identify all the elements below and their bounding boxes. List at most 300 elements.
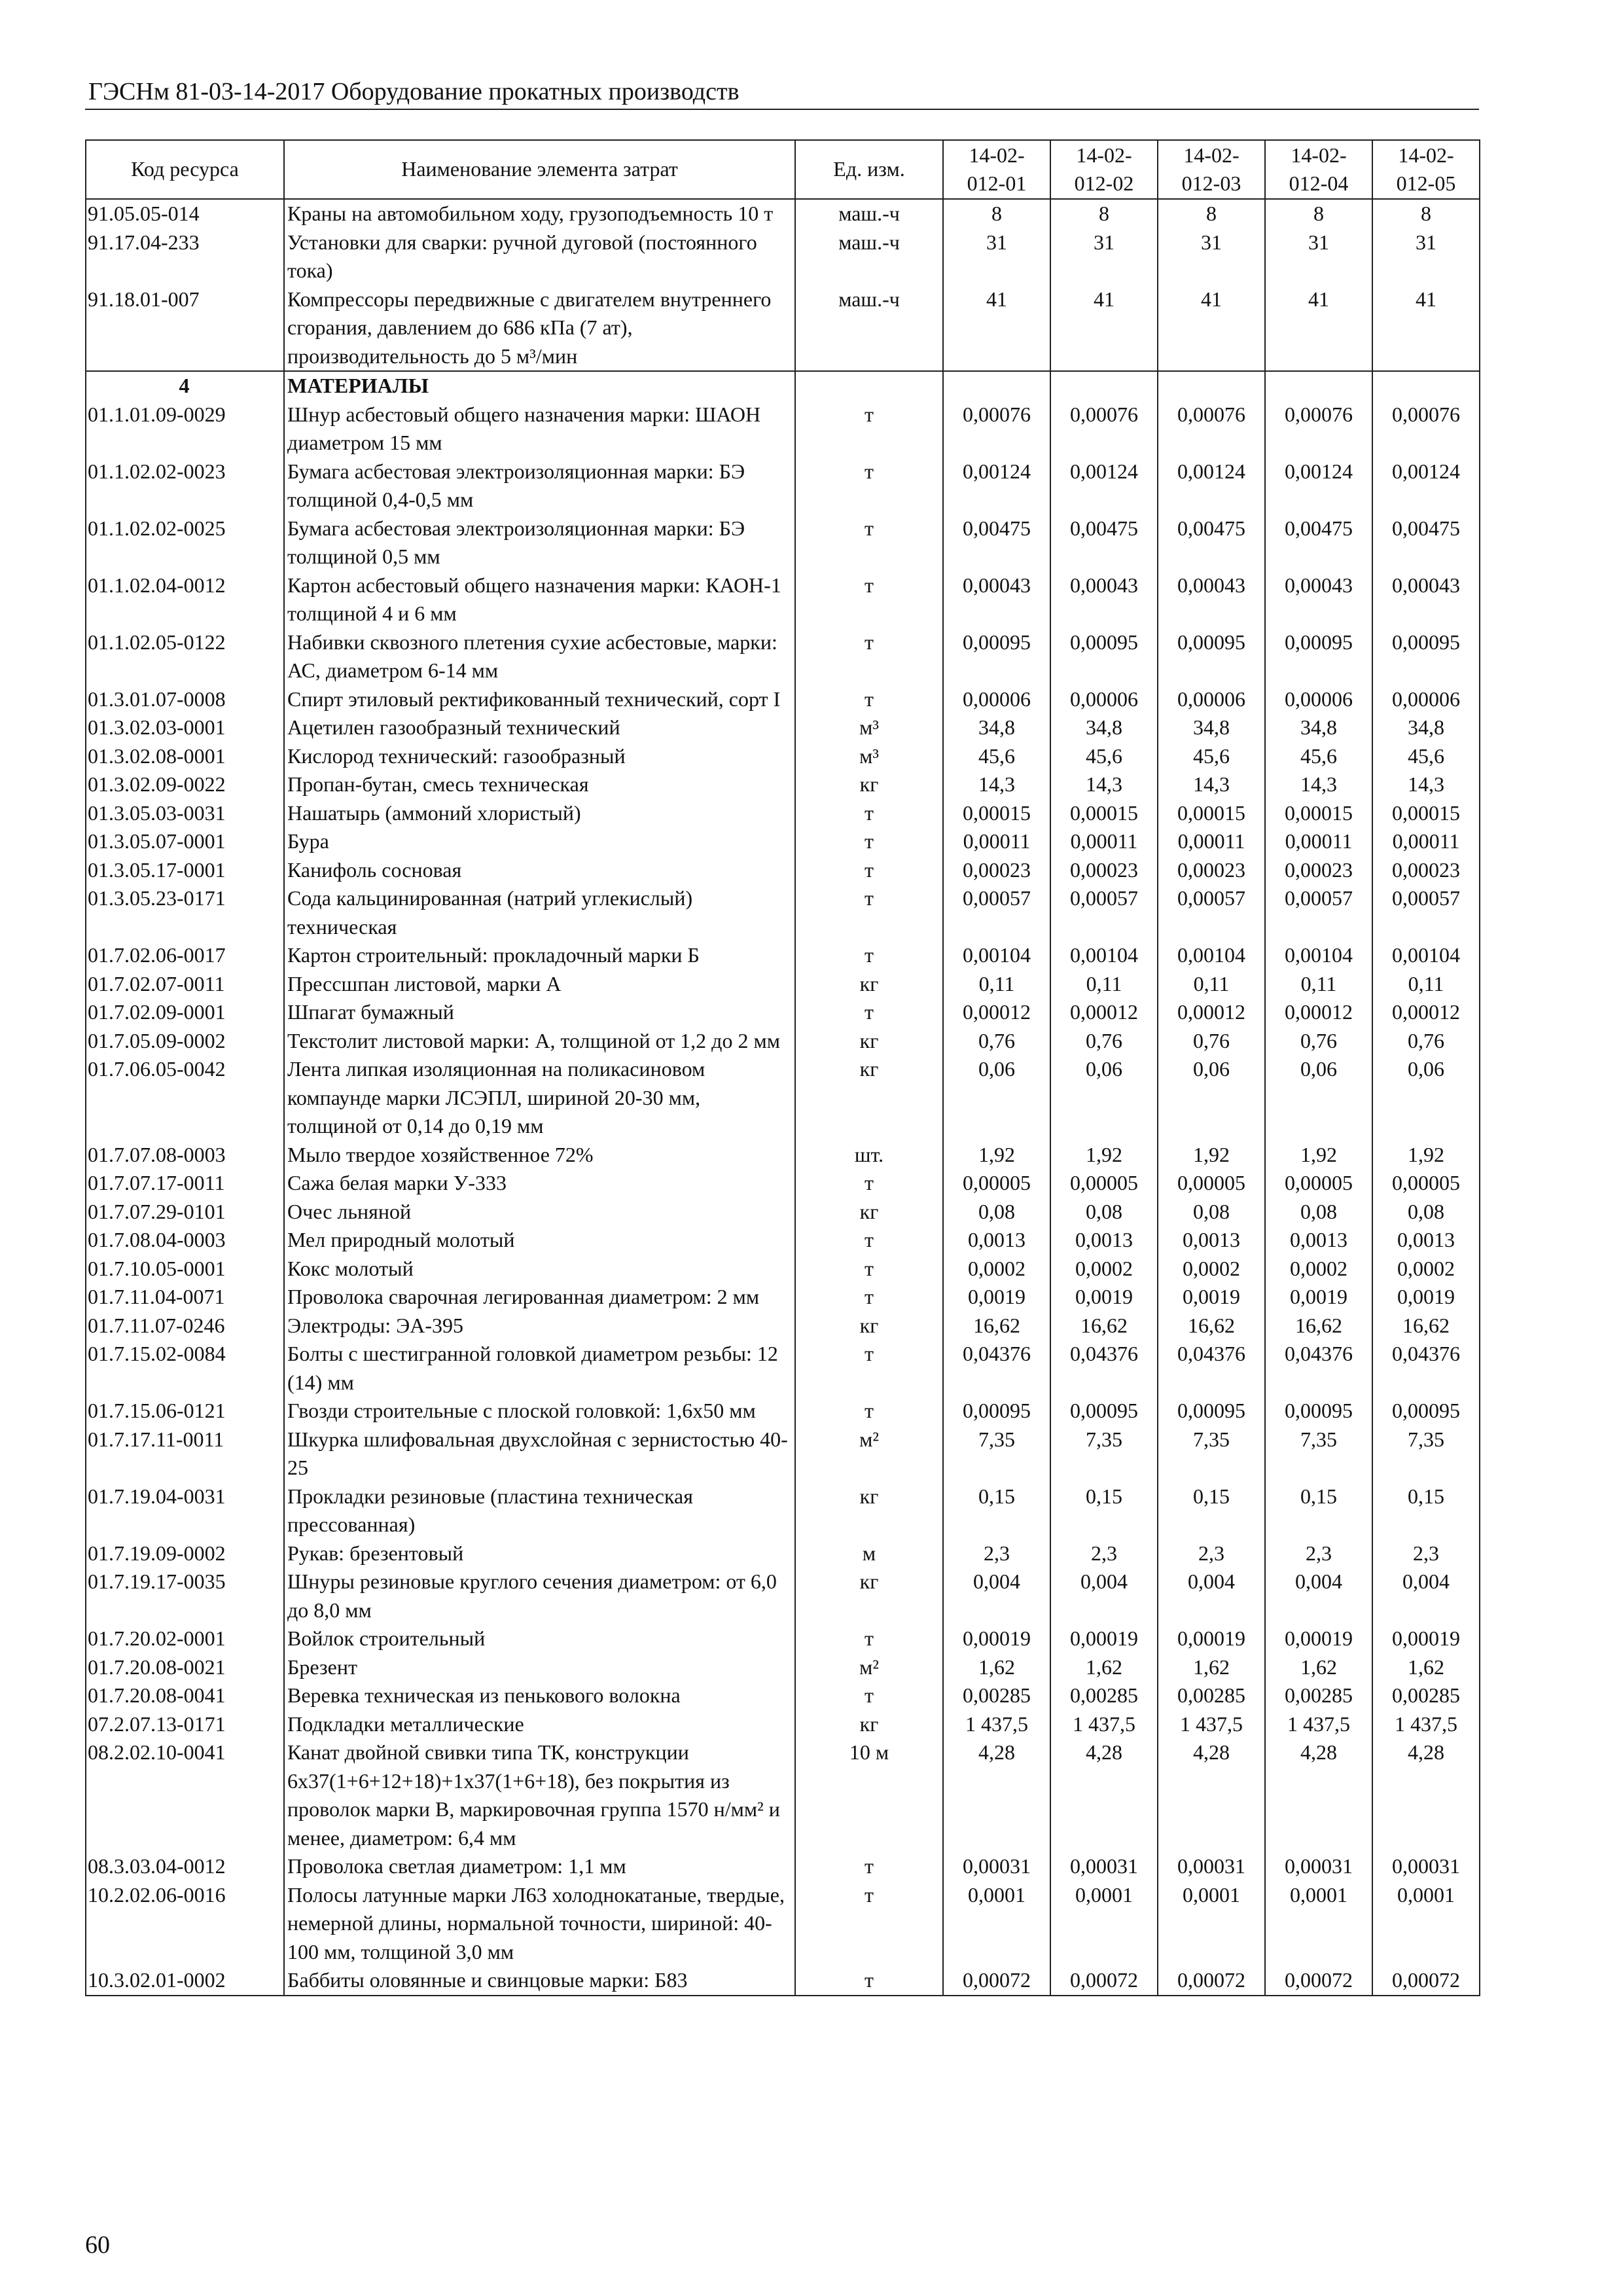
norm-value: 0,06: [1158, 1055, 1265, 1141]
resource-unit: т: [795, 685, 943, 714]
norm-value: 0,00023: [1158, 856, 1265, 885]
resource-unit: маш.-ч: [795, 199, 943, 228]
norm-value: 0,00076: [1050, 401, 1158, 457]
resource-name: Шнур асбестовый общего назначения марки: ШАОН диаметром 15 мм: [284, 401, 795, 457]
resource-unit: м²: [795, 1426, 943, 1482]
resource-code: 01.7.20.08-0021: [86, 1653, 284, 1682]
norm-value: 0,004: [1265, 1568, 1372, 1624]
norm-value: 0,15: [1050, 1482, 1158, 1539]
norm-value: 0,0001: [1050, 1881, 1158, 1967]
norm-value: 0,0013: [1372, 1226, 1480, 1255]
table-row: [86, 1169, 1480, 1198]
resource-name: Картон строительный: прокладочный марки Б: [284, 941, 795, 970]
norm-value: 0,00057: [943, 884, 1050, 941]
norm-value: 0,00475: [1050, 514, 1158, 571]
resource-code: 01.1.02.02-0023: [86, 457, 284, 514]
resource-name: Подкладки металлические: [284, 1710, 795, 1739]
resource-name: Краны на автомобильном ходу, грузоподъемность 10 т: [284, 199, 795, 228]
norm-value: 31: [1372, 228, 1480, 285]
resource-name: Шнуры резиновые круглого сечения диаметром: от 6,0 до 8,0 мм: [284, 1568, 795, 1624]
resource-code: 01.3.05.17-0001: [86, 856, 284, 885]
norm-value: 0,0013: [1050, 1226, 1158, 1255]
resource-unit: м: [795, 1539, 943, 1568]
norm-value: 1,62: [1265, 1653, 1372, 1682]
norm-value: 0,76: [1265, 1027, 1372, 1056]
norm-value: 0,0001: [1372, 1881, 1480, 1967]
norm-value: [1265, 371, 1372, 401]
resource-name: Проволока сварочная легированная диаметром: 2 мм: [284, 1283, 795, 1312]
resource-code: 01.3.02.09-0022: [86, 770, 284, 799]
norm-value: 0,0002: [943, 1255, 1050, 1283]
resource-unit: т: [795, 884, 943, 941]
table-row: [86, 713, 1480, 742]
norm-value: 0,0002: [1158, 1255, 1265, 1283]
norm-value: 1 437,5: [1050, 1710, 1158, 1739]
table-header-row: [86, 140, 1480, 199]
norm-value: 8: [1265, 199, 1372, 228]
resource-unit: т: [795, 1852, 943, 1881]
resource-name: Шкурка шлифовальная двухслойная с зернистостью 40-25: [284, 1426, 795, 1482]
resource-unit: кг: [795, 1198, 943, 1227]
table-row: [86, 770, 1480, 799]
norm-value: 0,0001: [1158, 1881, 1265, 1967]
norm-value: 34,8: [943, 713, 1050, 742]
resource-unit: т: [795, 799, 943, 828]
norm-value: 0,06: [1372, 1055, 1480, 1141]
resource-unit: кг: [795, 770, 943, 799]
table-row: [86, 827, 1480, 856]
norm-value: 0,00011: [1265, 827, 1372, 856]
norm-value: 0,00285: [1050, 1681, 1158, 1710]
resource-unit: т: [795, 941, 943, 970]
resource-unit: т: [795, 827, 943, 856]
resource-name: Мыло твердое хозяйственное 72%: [284, 1141, 795, 1170]
norm-value: 7,35: [943, 1426, 1050, 1482]
resource-name: Рукав: брезентовый: [284, 1539, 795, 1568]
resource-code: 07.2.07.13-0171: [86, 1710, 284, 1739]
resource-code: 01.3.05.07-0001: [86, 827, 284, 856]
norm-value: 0,0013: [1158, 1226, 1265, 1255]
norm-value: 0,0019: [1050, 1283, 1158, 1312]
resource-unit: кг: [795, 1482, 943, 1539]
norm-value: 0,00072: [1372, 1966, 1480, 1996]
resource-name: Компрессоры передвижные с двигателем внутреннего сгорания, давлением до 686 кПа (7 ат), производительность до 5 м³/мин: [284, 285, 795, 372]
resource-code: 01.7.05.09-0002: [86, 1027, 284, 1056]
norm-value: 0,00006: [1372, 685, 1480, 714]
norm-value: [1050, 371, 1158, 401]
norm-value: 2,3: [1265, 1539, 1372, 1568]
norm-value: 8: [943, 199, 1050, 228]
norm-value: 0,00031: [1050, 1852, 1158, 1881]
resource-code: 01.7.10.05-0001: [86, 1255, 284, 1283]
resource-name: Мел природный молотый: [284, 1226, 795, 1255]
norm-value: 0,00285: [1372, 1681, 1480, 1710]
norm-value: 0,11: [1372, 970, 1480, 999]
resource-code: 01.7.02.07-0011: [86, 970, 284, 999]
norm-value: 0,004: [1372, 1568, 1480, 1624]
norm-value: 1,62: [1050, 1653, 1158, 1682]
norm-value: 2,3: [1158, 1539, 1265, 1568]
table-row: [86, 1027, 1480, 1056]
norm-value: 0,0002: [1372, 1255, 1480, 1283]
resource-unit: т: [795, 571, 943, 628]
table-row: [86, 1255, 1480, 1283]
norm-value: 0,0013: [943, 1226, 1050, 1255]
norm-value: 0,00104: [1050, 941, 1158, 970]
resource-unit: кг: [795, 1568, 943, 1624]
table-row: [86, 1881, 1480, 1967]
resource-code: 01.1.02.05-0122: [86, 628, 284, 685]
norm-value: 0,00043: [1372, 571, 1480, 628]
norm-value: 14,3: [1050, 770, 1158, 799]
norm-value: 0,00043: [1265, 571, 1372, 628]
norm-value: 0,00006: [1050, 685, 1158, 714]
norm-value: [943, 371, 1050, 401]
resource-name: Баббиты оловянные и свинцовые марки: Б83: [284, 1966, 795, 1996]
norm-value: 0,00015: [943, 799, 1050, 828]
resource-unit: кг: [795, 1027, 943, 1056]
norm-value: 7,35: [1265, 1426, 1372, 1482]
resource-code: 01.1.02.02-0025: [86, 514, 284, 571]
norm-value: 0,00019: [1050, 1624, 1158, 1653]
resource-unit: т: [795, 1397, 943, 1426]
norm-value: 1,92: [1265, 1141, 1372, 1170]
norm-value: 14,3: [943, 770, 1050, 799]
norm-value: 0,00031: [943, 1852, 1050, 1881]
norm-value: 0,00015: [1050, 799, 1158, 828]
resource-name: Болты с шестигранной головкой диаметром резьбы: 12 (14) мм: [284, 1340, 795, 1397]
norm-value: 0,04376: [943, 1340, 1050, 1397]
norm-value: 0,76: [1158, 1027, 1265, 1056]
table-row: [86, 1055, 1480, 1141]
norm-value: 0,00006: [1158, 685, 1265, 714]
norm-value: 0,76: [1372, 1027, 1480, 1056]
table-row: [86, 799, 1480, 828]
table-row: [86, 514, 1480, 571]
resource-code: 01.3.05.03-0031: [86, 799, 284, 828]
resource-code: 08.2.02.10-0041: [86, 1738, 284, 1852]
resource-code: 01.7.07.08-0003: [86, 1141, 284, 1170]
norm-value: 16,62: [1050, 1312, 1158, 1340]
norm-value: 0,00006: [1265, 685, 1372, 714]
table-row: [86, 1226, 1480, 1255]
resource-code: 01.7.08.04-0003: [86, 1226, 284, 1255]
resource-name: МАТЕРИАЛЫ: [284, 371, 795, 401]
table-body: [86, 199, 1480, 1996]
norm-value: 0,00019: [1372, 1624, 1480, 1653]
norm-value: 0,00475: [1265, 514, 1372, 571]
resource-code: 01.7.11.04-0071: [86, 1283, 284, 1312]
resource-name: Прокладки резиновые (пластина техническая прессованная): [284, 1482, 795, 1539]
resource-unit: т: [795, 514, 943, 571]
norm-value: 0,00285: [1265, 1681, 1372, 1710]
resource-name: Гвозди строительные с плоской головкой: 1,6х50 мм: [284, 1397, 795, 1426]
table-row: [86, 970, 1480, 999]
resource-name: Прессшпан листовой, марки А: [284, 970, 795, 999]
norm-value: 0,00031: [1372, 1852, 1480, 1881]
header-unit: Ед. изм.: [795, 140, 943, 199]
table-row: [86, 1653, 1480, 1682]
resource-unit: кг: [795, 1312, 943, 1340]
norm-value: [1158, 371, 1265, 401]
resource-unit: т: [795, 628, 943, 685]
norm-value: 0,0002: [1050, 1255, 1158, 1283]
norm-value: 0,004: [1050, 1568, 1158, 1624]
norm-value: 1,92: [1050, 1141, 1158, 1170]
resource-name: Бумага асбестовая электроизоляционная марки: БЭ толщиной 0,4-0,5 мм: [284, 457, 795, 514]
norm-value: 0,00012: [1050, 998, 1158, 1027]
resource-name: Установки для сварки: ручной дуговой (постоянного тока): [284, 228, 795, 285]
norm-value: 41: [1372, 285, 1480, 372]
norm-value: 8: [1372, 199, 1480, 228]
norm-value: 34,8: [1372, 713, 1480, 742]
norm-value: 0,00023: [1050, 856, 1158, 885]
norm-value: 0,11: [943, 970, 1050, 999]
norm-value: 0,00095: [1158, 1397, 1265, 1426]
norm-value: 0,00019: [1158, 1624, 1265, 1653]
table-row: [86, 628, 1480, 685]
norm-value: 1,92: [1372, 1141, 1480, 1170]
norm-value: 41: [943, 285, 1050, 372]
resource-code: 01.7.02.06-0017: [86, 941, 284, 970]
resource-unit: т: [795, 401, 943, 457]
resource-code: 01.7.15.02-0084: [86, 1340, 284, 1397]
resource-name: Кокс молотый: [284, 1255, 795, 1283]
norm-value: 0,15: [943, 1482, 1050, 1539]
table-row: [86, 571, 1480, 628]
section-row: [86, 371, 1480, 401]
norm-value: 0,00095: [1372, 628, 1480, 685]
norm-value: 1 437,5: [1158, 1710, 1265, 1739]
norm-value: 2,3: [1372, 1539, 1480, 1568]
norm-value: 0,00095: [1372, 1397, 1480, 1426]
norm-value: 1,92: [943, 1141, 1050, 1170]
resource-unit: т: [795, 457, 943, 514]
header-col-3: 14-02- 012-03: [1158, 140, 1265, 199]
norm-value: 0,0019: [1372, 1283, 1480, 1312]
resource-unit: т: [795, 1340, 943, 1397]
resource-code: 01.7.19.17-0035: [86, 1568, 284, 1624]
resource-unit: т: [795, 1283, 943, 1312]
norm-value: 0,08: [1158, 1198, 1265, 1227]
norm-value: 1 437,5: [1372, 1710, 1480, 1739]
norm-value: 0,00005: [1050, 1169, 1158, 1198]
table-row: [86, 1852, 1480, 1881]
resource-name: Веревка техническая из пенькового волокна: [284, 1681, 795, 1710]
norm-value: 0,15: [1372, 1482, 1480, 1539]
table-row: [86, 1426, 1480, 1482]
norm-value: 0,00104: [1372, 941, 1480, 970]
resource-code: 01.7.19.04-0031: [86, 1482, 284, 1539]
resource-name: Сода кальцинированная (натрий углекислый) техническая: [284, 884, 795, 941]
header-rule: [85, 109, 1479, 110]
resource-unit: т: [795, 1624, 943, 1653]
norm-value: [1372, 371, 1480, 401]
norm-value: 0,00057: [1050, 884, 1158, 941]
resource-unit: 10 м: [795, 1738, 943, 1852]
resource-unit: шт.: [795, 1141, 943, 1170]
norm-value: 4,28: [1158, 1738, 1265, 1852]
norm-value: 31: [1158, 228, 1265, 285]
resource-unit: м³: [795, 713, 943, 742]
norm-value: 0,00475: [1158, 514, 1265, 571]
norm-value: 0,00019: [1265, 1624, 1372, 1653]
norm-value: 0,00095: [1265, 628, 1372, 685]
norm-value: 4,28: [1265, 1738, 1372, 1852]
norm-value: 14,3: [1372, 770, 1480, 799]
norm-value: 0,00005: [943, 1169, 1050, 1198]
resource-code: 01.7.17.11-0011: [86, 1426, 284, 1482]
norm-value: 0,00475: [943, 514, 1050, 571]
norm-value: 0,04376: [1265, 1340, 1372, 1397]
norm-value: 31: [1050, 228, 1158, 285]
norm-value: 2,3: [943, 1539, 1050, 1568]
norm-value: 1,62: [1158, 1653, 1265, 1682]
resource-name: Спирт этиловый ректификованный технический, сорт I: [284, 685, 795, 714]
norm-value: 16,62: [1372, 1312, 1480, 1340]
resource-table: [85, 139, 1480, 1996]
norm-value: 0,76: [1050, 1027, 1158, 1056]
resource-code: 01.3.02.08-0001: [86, 742, 284, 771]
norm-value: 0,00095: [1050, 1397, 1158, 1426]
norm-value: 0,00285: [1158, 1681, 1265, 1710]
table-row: [86, 941, 1480, 970]
norm-value: 0,00012: [1158, 998, 1265, 1027]
resource-code: 01.1.02.04-0012: [86, 571, 284, 628]
table-row: [86, 228, 1480, 285]
resource-unit: т: [795, 1226, 943, 1255]
norm-value: 0,00006: [943, 685, 1050, 714]
resource-code: 01.7.20.08-0041: [86, 1681, 284, 1710]
header-col-4: 14-02- 012-04: [1265, 140, 1372, 199]
norm-value: 0,00095: [1050, 628, 1158, 685]
table-row: [86, 1710, 1480, 1739]
norm-value: 41: [1158, 285, 1265, 372]
norm-value: 0,04376: [1372, 1340, 1480, 1397]
norm-value: 16,62: [1158, 1312, 1265, 1340]
resource-unit: т: [795, 1681, 943, 1710]
norm-value: 0,08: [1372, 1198, 1480, 1227]
norm-value: 7,35: [1050, 1426, 1158, 1482]
table-row: [86, 1966, 1480, 1996]
norm-value: 7,35: [1372, 1426, 1480, 1482]
resource-name: Лента липкая изоляционная на поликасиновом компаунде марки ЛСЭПЛ, шириной 20-30 мм, толщиной от 0,14 до 0,19 мм: [284, 1055, 795, 1141]
header-col-1: 14-02- 012-01: [943, 140, 1050, 199]
norm-value: 0,06: [943, 1055, 1050, 1141]
resource-unit: т: [795, 1881, 943, 1967]
table-row: [86, 1539, 1480, 1568]
resource-name: Нашатырь (аммоний хлористый): [284, 799, 795, 828]
resource-unit: [795, 371, 943, 401]
norm-value: 0,00005: [1265, 1169, 1372, 1198]
norm-value: 0,0013: [1265, 1226, 1372, 1255]
norm-value: 0,00012: [1372, 998, 1480, 1027]
table-row: [86, 1568, 1480, 1624]
norm-value: 0,00057: [1372, 884, 1480, 941]
norm-value: 0,08: [1050, 1198, 1158, 1227]
norm-value: 0,00124: [1372, 457, 1480, 514]
norm-value: 45,6: [1372, 742, 1480, 771]
norm-value: 0,76: [943, 1027, 1050, 1056]
norm-value: 8: [1050, 199, 1158, 228]
header-col-2: 14-02- 012-02: [1050, 140, 1158, 199]
norm-value: 0,15: [1265, 1482, 1372, 1539]
norm-value: 0,11: [1158, 970, 1265, 999]
norm-value: 45,6: [1265, 742, 1372, 771]
resource-code: 10.2.02.06-0016: [86, 1881, 284, 1967]
resource-code: 01.3.02.03-0001: [86, 713, 284, 742]
norm-value: 34,8: [1265, 713, 1372, 742]
resource-unit: т: [795, 856, 943, 885]
resource-name: Канифоль сосновая: [284, 856, 795, 885]
table-row: [86, 856, 1480, 885]
norm-value: 0,00031: [1158, 1852, 1265, 1881]
norm-value: 34,8: [1158, 713, 1265, 742]
table-row: [86, 457, 1480, 514]
resource-code: 01.7.07.17-0011: [86, 1169, 284, 1198]
norm-value: 0,06: [1050, 1055, 1158, 1141]
norm-value: 0,00043: [1158, 571, 1265, 628]
resource-name: Пропан-бутан, смесь техническая: [284, 770, 795, 799]
table-row: [86, 742, 1480, 771]
norm-value: 16,62: [1265, 1312, 1372, 1340]
resource-unit: т: [795, 1255, 943, 1283]
norm-value: 31: [1265, 228, 1372, 285]
table-row: [86, 884, 1480, 941]
norm-value: 0,00019: [943, 1624, 1050, 1653]
norm-value: 0,08: [1265, 1198, 1372, 1227]
norm-value: 0,0019: [943, 1283, 1050, 1312]
norm-value: 14,3: [1265, 770, 1372, 799]
norm-value: 0,00011: [943, 827, 1050, 856]
resource-unit: т: [795, 1169, 943, 1198]
resource-name: Ацетилен газообразный технический: [284, 713, 795, 742]
norm-value: 0,00023: [1265, 856, 1372, 885]
table-row: [86, 401, 1480, 457]
table-row: [86, 1738, 1480, 1852]
resource-name: Картон асбестовый общего назначения марки: КАОН-1 толщиной 4 и 6 мм: [284, 571, 795, 628]
norm-value: 0,00095: [943, 628, 1050, 685]
norm-value: 45,6: [1158, 742, 1265, 771]
norm-value: 0,00104: [943, 941, 1050, 970]
resource-name: Брезент: [284, 1653, 795, 1682]
norm-value: 16,62: [943, 1312, 1050, 1340]
norm-value: 0,15: [1158, 1482, 1265, 1539]
norm-value: 0,00076: [1158, 401, 1265, 457]
resource-name: Проволока светлая диаметром: 1,1 мм: [284, 1852, 795, 1881]
table-row: [86, 1482, 1480, 1539]
table-row: [86, 1340, 1480, 1397]
norm-value: 0,00104: [1158, 941, 1265, 970]
norm-value: 34,8: [1050, 713, 1158, 742]
table-row: [86, 199, 1480, 228]
norm-value: 0,00043: [943, 571, 1050, 628]
resource-name: Бура: [284, 827, 795, 856]
norm-value: 0,00076: [943, 401, 1050, 457]
norm-value: 0,00015: [1158, 799, 1265, 828]
resource-code: 01.7.07.29-0101: [86, 1198, 284, 1227]
norm-value: 1 437,5: [943, 1710, 1050, 1739]
norm-value: 0,11: [1050, 970, 1158, 999]
norm-value: 0,00011: [1050, 827, 1158, 856]
norm-value: 0,00023: [943, 856, 1050, 885]
resource-code: 01.1.01.09-0029: [86, 401, 284, 457]
norm-value: 0,00072: [1265, 1966, 1372, 1996]
norm-value: 0,00072: [1158, 1966, 1265, 1996]
norm-value: 1,62: [1372, 1653, 1480, 1682]
resource-code: 01.7.20.02-0001: [86, 1624, 284, 1653]
norm-value: 2,3: [1050, 1539, 1158, 1568]
